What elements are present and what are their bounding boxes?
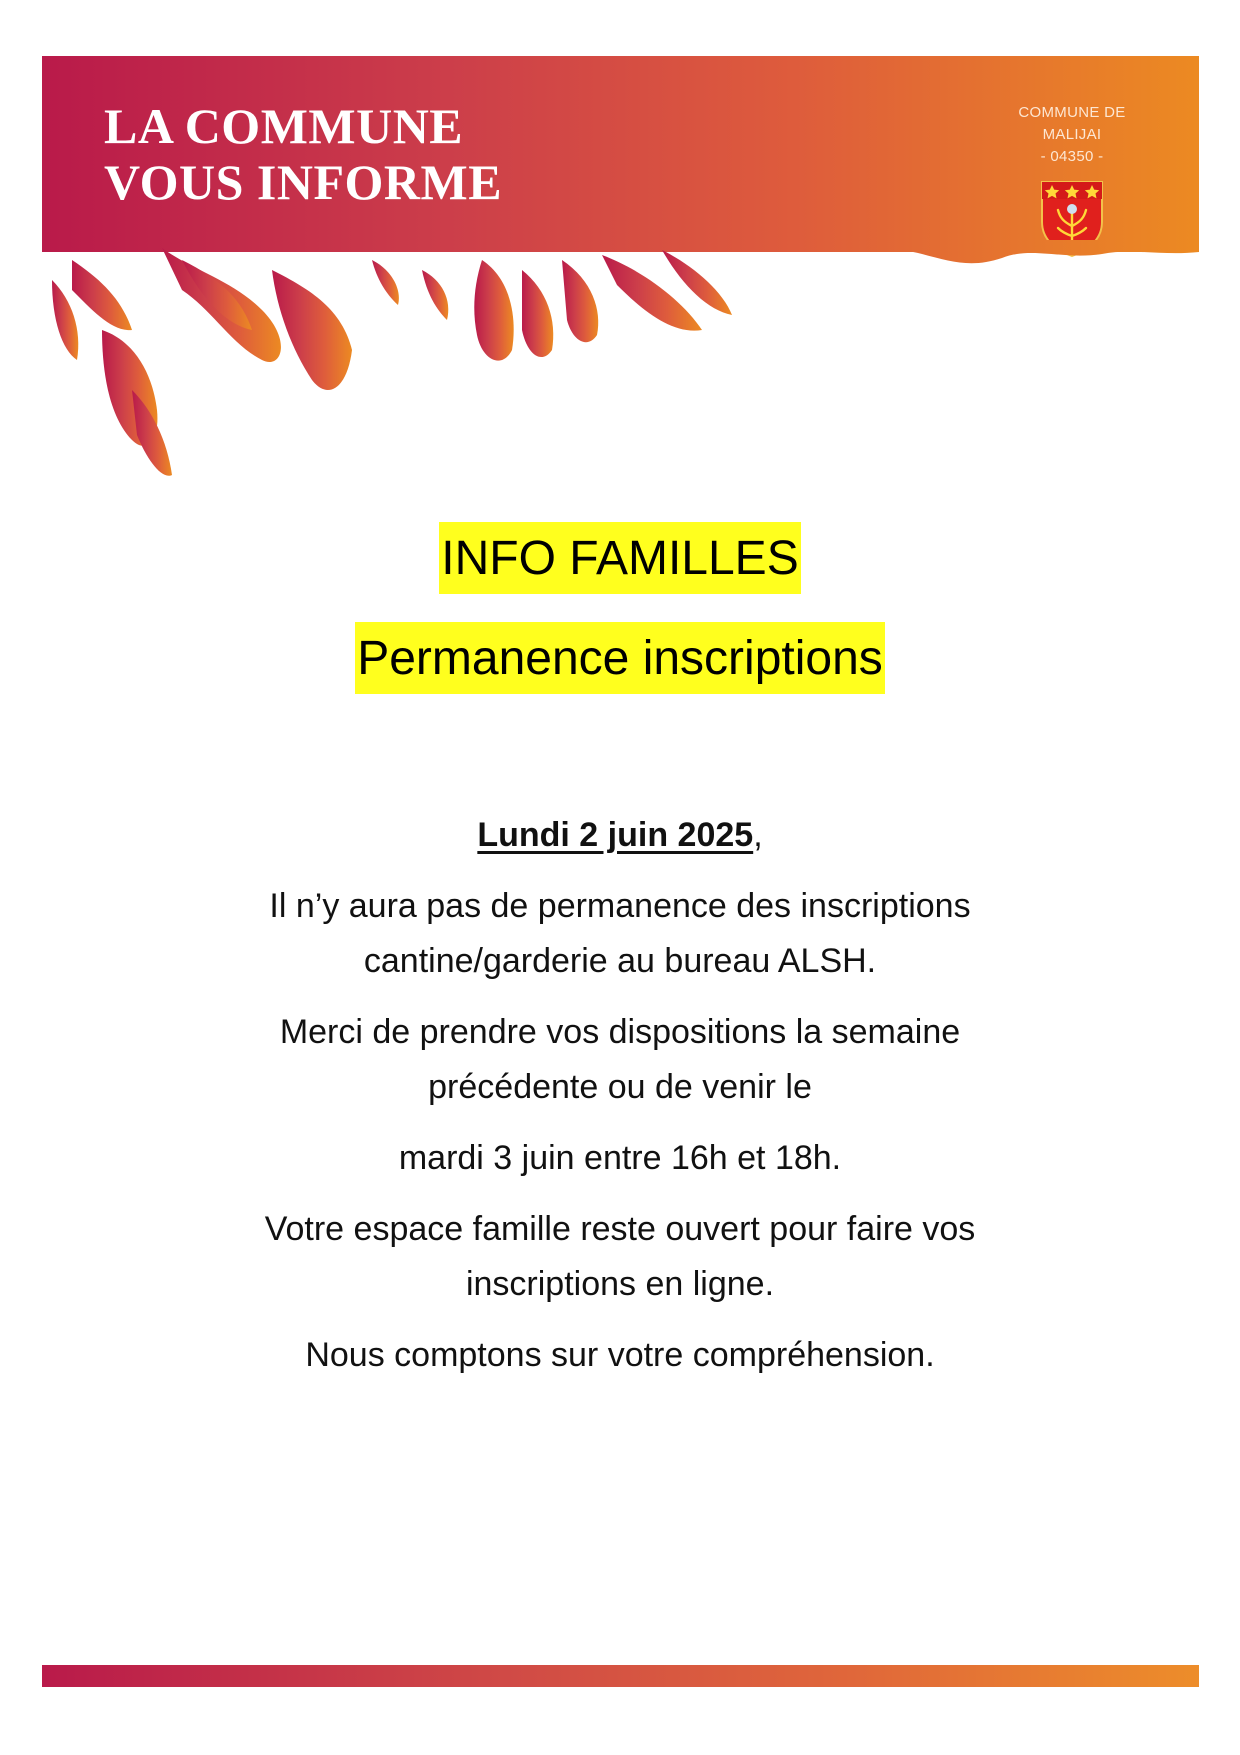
footer-bar bbox=[42, 1665, 1199, 1687]
paragraph1-line1: Il n’y aura pas de permanence des inscriptions bbox=[269, 887, 971, 925]
paragraph4-line1: Votre espace famille reste ouvert pour faire vos bbox=[264, 1210, 976, 1248]
date-suffix: , bbox=[753, 816, 763, 854]
paragraph2-line2: précédente ou de venir le bbox=[428, 1068, 812, 1106]
notice-body bbox=[0, 808, 1240, 1399]
paragraph-closing: Nous comptons sur votre compréhension. bbox=[305, 1336, 935, 1374]
commune-code: - 04350 - bbox=[1040, 148, 1104, 165]
paragraph-alternate-date: mardi 3 juin entre 16h et 18h. bbox=[398, 1139, 842, 1177]
banner-title-line2: VOUS INFORME bbox=[104, 154, 503, 210]
date-text: Lundi 2 juin 2025 bbox=[477, 816, 754, 854]
header-banner bbox=[42, 56, 1199, 252]
commune-name: COMMUNE DE MALIJAI bbox=[1018, 104, 1126, 143]
commune-logo bbox=[997, 102, 1147, 258]
banner-title bbox=[104, 98, 502, 210]
foliage-decoration bbox=[42, 240, 1199, 510]
paragraph4-line2: inscriptions en ligne. bbox=[465, 1265, 775, 1303]
paragraph-dispositions bbox=[0, 1005, 1240, 1115]
paragraph-no-permanence bbox=[0, 879, 1240, 989]
paragraph-online bbox=[0, 1202, 1240, 1312]
headings bbox=[0, 522, 1240, 694]
heading-info-familles: INFO FAMILLES bbox=[439, 522, 800, 594]
heading-permanence: Permanence inscriptions bbox=[355, 622, 885, 694]
date-paragraph bbox=[0, 808, 1240, 863]
banner-title-line1: LA COMMUNE bbox=[104, 98, 464, 154]
paragraph1-line2: cantine/garderie au bureau ALSH. bbox=[363, 942, 877, 980]
paragraph2-line1: Merci de prendre vos dispositions la semaine bbox=[279, 1013, 961, 1051]
